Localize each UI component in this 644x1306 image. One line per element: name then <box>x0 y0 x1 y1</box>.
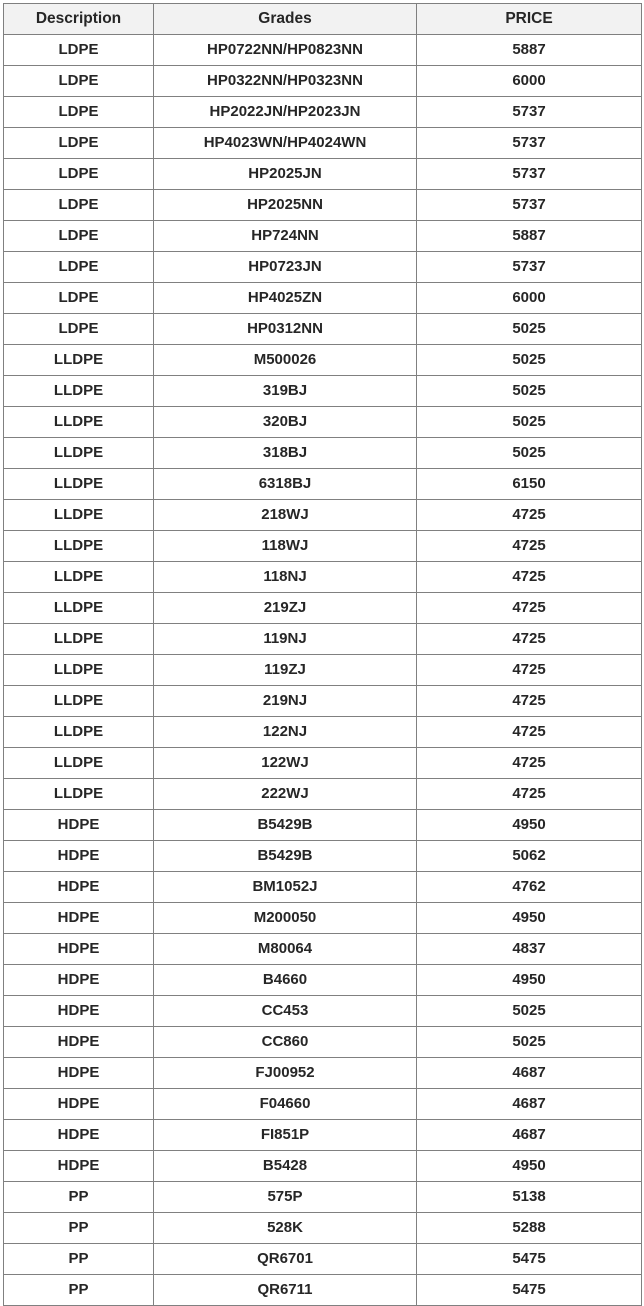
grade-cell: 219NJ <box>154 686 417 717</box>
table-row <box>4 624 642 655</box>
description-cell: HDPE <box>4 810 154 841</box>
table-row <box>4 314 642 345</box>
price-cell: 5887 <box>417 221 642 252</box>
description-cell: HDPE <box>4 934 154 965</box>
table-row <box>4 872 642 903</box>
table-row <box>4 841 642 872</box>
description-cell: LLDPE <box>4 500 154 531</box>
table-row <box>4 1120 642 1151</box>
price-cell: 4950 <box>417 965 642 996</box>
description-cell: LLDPE <box>4 655 154 686</box>
price-cell: 4725 <box>417 779 642 810</box>
description-cell: LLDPE <box>4 469 154 500</box>
description-cell: HDPE <box>4 903 154 934</box>
price-cell: 5288 <box>417 1213 642 1244</box>
table-row <box>4 748 642 779</box>
price-cell: 5475 <box>417 1244 642 1275</box>
grade-cell: HP0723JN <box>154 252 417 283</box>
table-row <box>4 500 642 531</box>
grade-cell: HP0722NN/HP0823NN <box>154 35 417 66</box>
price-cell: 5737 <box>417 252 642 283</box>
description-cell: LLDPE <box>4 779 154 810</box>
table-row <box>4 903 642 934</box>
description-cell: LLDPE <box>4 624 154 655</box>
price-table <box>3 3 642 1306</box>
description-cell: LDPE <box>4 35 154 66</box>
price-cell: 5025 <box>417 1027 642 1058</box>
table-row <box>4 655 642 686</box>
price-cell: 5887 <box>417 35 642 66</box>
table-row <box>4 438 642 469</box>
table-row <box>4 562 642 593</box>
price-cell: 4950 <box>417 1151 642 1182</box>
price-cell: 4725 <box>417 655 642 686</box>
table-row <box>4 97 642 128</box>
grade-cell: M80064 <box>154 934 417 965</box>
grade-cell: 219ZJ <box>154 593 417 624</box>
description-cell: LLDPE <box>4 407 154 438</box>
price-cell: 5025 <box>417 314 642 345</box>
description-cell: LLDPE <box>4 686 154 717</box>
table-row <box>4 1275 642 1306</box>
description-cell: PP <box>4 1213 154 1244</box>
description-cell: LLDPE <box>4 748 154 779</box>
table-row <box>4 686 642 717</box>
price-cell: 6150 <box>417 469 642 500</box>
price-cell: 5737 <box>417 159 642 190</box>
table-row <box>4 1213 642 1244</box>
table-row <box>4 1027 642 1058</box>
price-cell: 5025 <box>417 996 642 1027</box>
description-cell: LDPE <box>4 314 154 345</box>
description-cell: HDPE <box>4 1089 154 1120</box>
grade-cell: 528K <box>154 1213 417 1244</box>
table-row <box>4 1151 642 1182</box>
grade-cell: 318BJ <box>154 438 417 469</box>
table-row <box>4 965 642 996</box>
grade-cell: 122NJ <box>154 717 417 748</box>
table-row <box>4 1182 642 1213</box>
price-cell: 4725 <box>417 500 642 531</box>
table-body <box>4 35 642 1306</box>
description-cell: HDPE <box>4 965 154 996</box>
column-header-price: PRICE <box>417 4 642 35</box>
table-row <box>4 717 642 748</box>
description-cell: HDPE <box>4 1151 154 1182</box>
description-cell: LLDPE <box>4 345 154 376</box>
table-row <box>4 469 642 500</box>
table-row <box>4 996 642 1027</box>
grade-cell: QR6701 <box>154 1244 417 1275</box>
table-row <box>4 221 642 252</box>
description-cell: LLDPE <box>4 717 154 748</box>
description-cell: LDPE <box>4 190 154 221</box>
table-row <box>4 345 642 376</box>
description-cell: HDPE <box>4 1027 154 1058</box>
description-cell: LDPE <box>4 128 154 159</box>
price-cell: 5737 <box>417 128 642 159</box>
grade-cell: HP2025JN <box>154 159 417 190</box>
grade-cell: 218WJ <box>154 500 417 531</box>
price-cell: 4687 <box>417 1058 642 1089</box>
table-header-row <box>4 4 642 35</box>
grade-cell: FI851P <box>154 1120 417 1151</box>
description-cell: LLDPE <box>4 438 154 469</box>
grade-cell: QR6711 <box>154 1275 417 1306</box>
grade-cell: 118NJ <box>154 562 417 593</box>
grade-cell: 119ZJ <box>154 655 417 686</box>
table-row <box>4 1244 642 1275</box>
description-cell: LDPE <box>4 97 154 128</box>
grade-cell: 122WJ <box>154 748 417 779</box>
price-cell: 4725 <box>417 624 642 655</box>
price-cell: 5062 <box>417 841 642 872</box>
grade-cell: CC860 <box>154 1027 417 1058</box>
description-cell: LLDPE <box>4 562 154 593</box>
price-cell: 6000 <box>417 66 642 97</box>
grade-cell: HP0322NN/HP0323NN <box>154 66 417 97</box>
table-header <box>4 4 642 35</box>
grade-cell: B5429B <box>154 841 417 872</box>
grade-cell: HP2022JN/HP2023JN <box>154 97 417 128</box>
table-row <box>4 66 642 97</box>
grade-cell: F04660 <box>154 1089 417 1120</box>
price-cell: 4725 <box>417 686 642 717</box>
description-cell: LLDPE <box>4 531 154 562</box>
price-cell: 5475 <box>417 1275 642 1306</box>
price-cell: 4950 <box>417 810 642 841</box>
price-cell: 4762 <box>417 872 642 903</box>
description-cell: LLDPE <box>4 593 154 624</box>
table-row <box>4 376 642 407</box>
table-row <box>4 190 642 221</box>
price-cell: 4725 <box>417 717 642 748</box>
grade-cell: HP0312NN <box>154 314 417 345</box>
column-header-description: Description <box>4 4 154 35</box>
table-row <box>4 531 642 562</box>
table-row <box>4 810 642 841</box>
price-cell: 4725 <box>417 593 642 624</box>
grade-cell: M500026 <box>154 345 417 376</box>
grade-cell: FJ00952 <box>154 1058 417 1089</box>
grade-cell: B5428 <box>154 1151 417 1182</box>
description-cell: PP <box>4 1244 154 1275</box>
column-header-grades: Grades <box>154 4 417 35</box>
description-cell: LDPE <box>4 66 154 97</box>
description-cell: HDPE <box>4 841 154 872</box>
description-cell: LDPE <box>4 221 154 252</box>
price-cell: 5025 <box>417 407 642 438</box>
price-cell: 4837 <box>417 934 642 965</box>
table-row <box>4 407 642 438</box>
grade-cell: M200050 <box>154 903 417 934</box>
description-cell: HDPE <box>4 1058 154 1089</box>
grade-cell: HP4023WN/HP4024WN <box>154 128 417 159</box>
table-row <box>4 779 642 810</box>
table-row <box>4 128 642 159</box>
description-cell: LLDPE <box>4 376 154 407</box>
grade-cell: HP4025ZN <box>154 283 417 314</box>
table-row <box>4 934 642 965</box>
description-cell: PP <box>4 1182 154 1213</box>
table-row <box>4 252 642 283</box>
price-cell: 4725 <box>417 562 642 593</box>
price-cell: 4687 <box>417 1089 642 1120</box>
grade-cell: CC453 <box>154 996 417 1027</box>
grade-cell: HP2025NN <box>154 190 417 221</box>
price-cell: 5025 <box>417 345 642 376</box>
price-cell: 5025 <box>417 438 642 469</box>
price-cell: 6000 <box>417 283 642 314</box>
price-cell: 4687 <box>417 1120 642 1151</box>
price-cell: 4950 <box>417 903 642 934</box>
description-cell: LDPE <box>4 252 154 283</box>
grade-cell: 319BJ <box>154 376 417 407</box>
grade-cell: 222WJ <box>154 779 417 810</box>
grade-cell: 118WJ <box>154 531 417 562</box>
grade-cell: 320BJ <box>154 407 417 438</box>
description-cell: LDPE <box>4 283 154 314</box>
description-cell: HDPE <box>4 1120 154 1151</box>
grade-cell: 575P <box>154 1182 417 1213</box>
description-cell: LDPE <box>4 159 154 190</box>
description-cell: HDPE <box>4 872 154 903</box>
price-cell: 5737 <box>417 190 642 221</box>
table-row <box>4 593 642 624</box>
table-row <box>4 35 642 66</box>
description-cell: PP <box>4 1275 154 1306</box>
grade-cell: 6318BJ <box>154 469 417 500</box>
grade-cell: BM1052J <box>154 872 417 903</box>
price-cell: 4725 <box>417 748 642 779</box>
price-cell: 5025 <box>417 376 642 407</box>
grade-cell: HP724NN <box>154 221 417 252</box>
description-cell: HDPE <box>4 996 154 1027</box>
table-row <box>4 159 642 190</box>
table-row <box>4 1089 642 1120</box>
price-cell: 4725 <box>417 531 642 562</box>
price-cell: 5737 <box>417 97 642 128</box>
table-row <box>4 1058 642 1089</box>
grade-cell: B4660 <box>154 965 417 996</box>
grade-cell: 119NJ <box>154 624 417 655</box>
price-cell: 5138 <box>417 1182 642 1213</box>
table-row <box>4 283 642 314</box>
grade-cell: B5429B <box>154 810 417 841</box>
